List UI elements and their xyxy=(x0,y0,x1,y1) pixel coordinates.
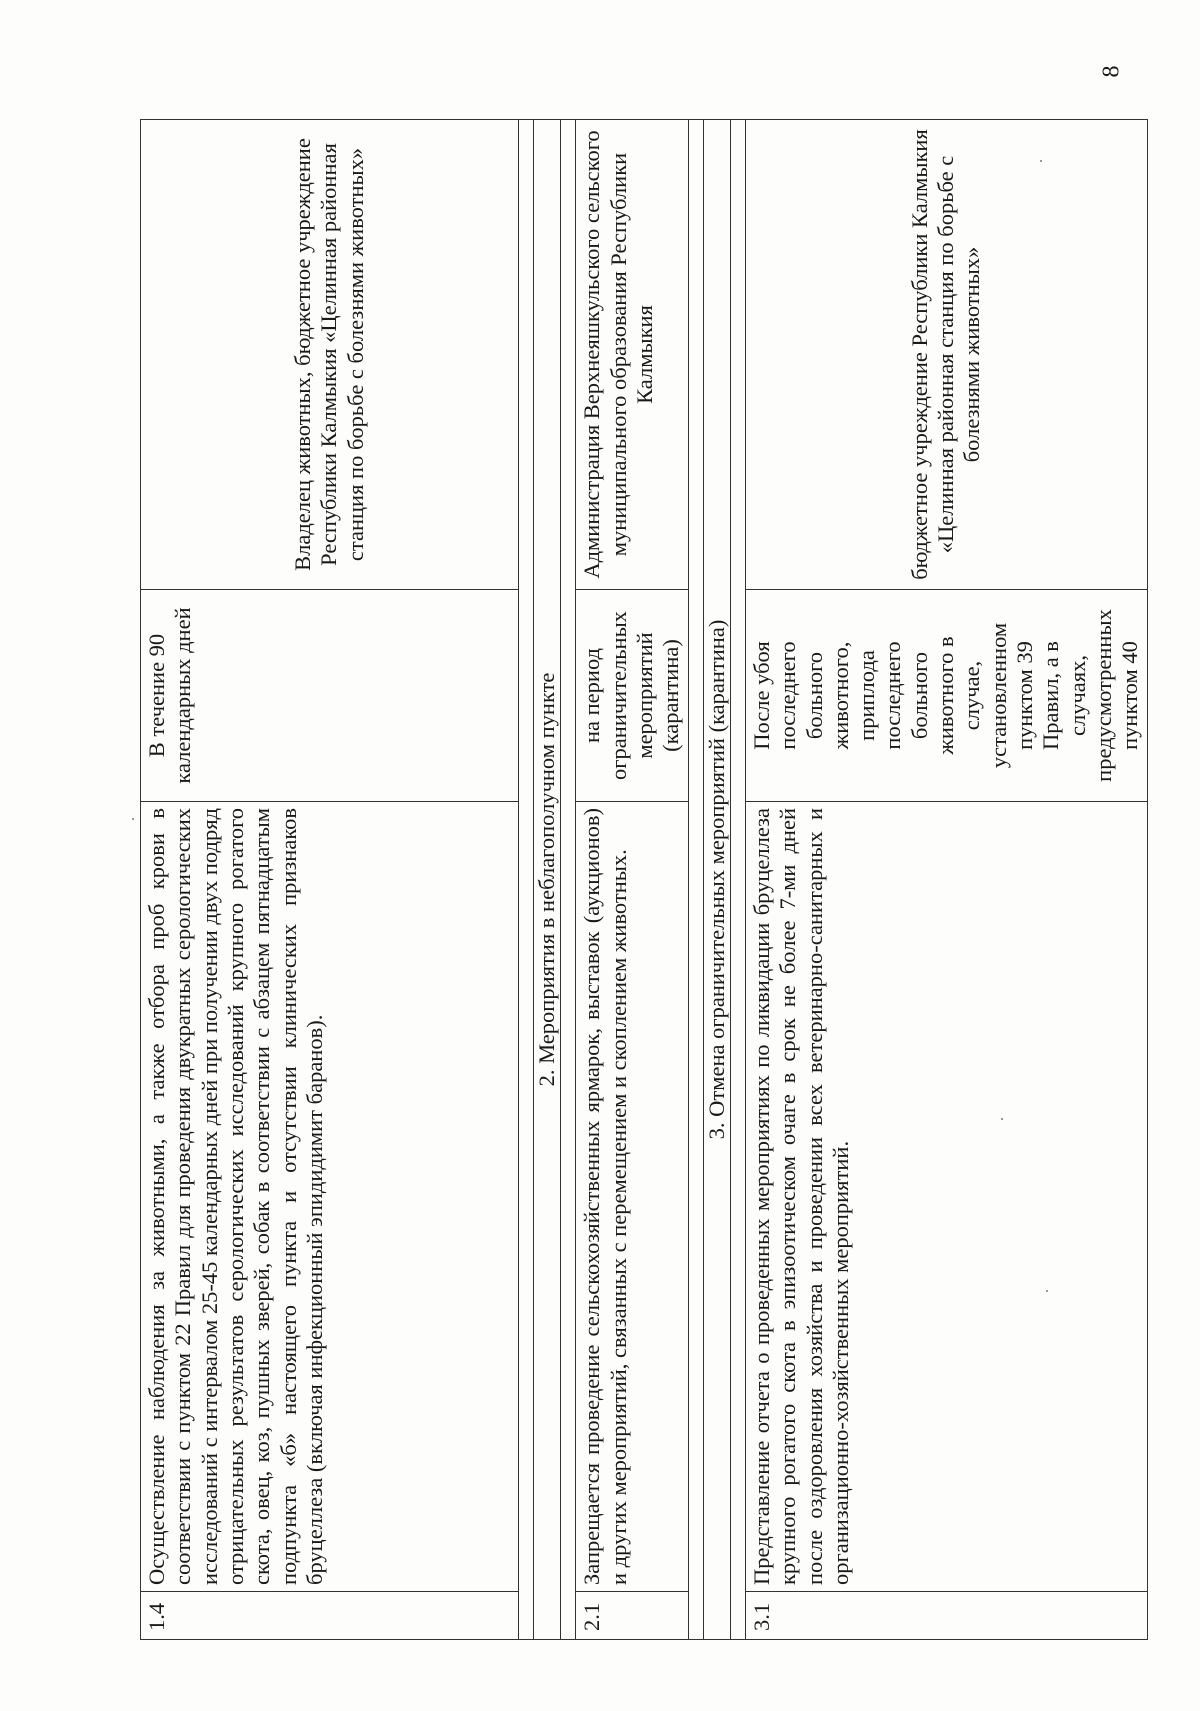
term-cell: После убоя последнего больного животного, приплода последнего больного животного в случае, установленном пунктом 39 Правил, а в случаях, предусмотренных пунктом 40 xyxy=(745,590,1147,802)
section-heading-row xyxy=(703,120,730,1640)
measure-text: Осуществление наблюдения за животными, а также отбора проб крови в соответствии с пунктом 22 Правил для проведения двукратных серологических исследований с интервалом 25-45 календарных дней при получении двух подряд отрицательных результатов серологических исследований крупного рогатого скота, овец, коз, пушных зверей, собак в соответствии с абзацем пятнадцатым подпункта «б» настоящего пункта и отсутствии клинических признаков бруцеллеза (включая инфекционный эпидидимит баранов). xyxy=(141,802,519,1592)
scan-speck xyxy=(1001,1118,1003,1120)
spacer-row xyxy=(519,120,534,1640)
measure-text: Запрещается проведение сельскохозяйственных ярмарок, выставок (аукционов) и других мероприятий, связанных с перемещением и скоплением животных. xyxy=(576,802,688,1592)
term-cell: на период ограничительных мероприятий (карантина) xyxy=(576,590,688,802)
scan-speck xyxy=(1046,1290,1048,1292)
section-3-title: 3. Отмена ограничительных мероприятий (карантина) xyxy=(703,120,730,1640)
term-cell: В течение 90 календарных дней xyxy=(141,590,519,802)
rotated-table-container xyxy=(140,120,1143,1640)
row-number: 1.4 xyxy=(141,1592,519,1640)
measure-text: Представление отчета о проведенных мероприятиях по ликвидации бруцеллеза крупного рогатого скота в эпизоотическом очаге в срок не более 7-ми дней после оздоровления хозяйства и проведении всех ветеринарно-санитарных и организационно-хозяйственных мероприятий. xyxy=(745,802,1147,1592)
spacer-row xyxy=(561,120,576,1640)
table-row xyxy=(141,120,519,1640)
row-number: 3.1 xyxy=(745,1592,1147,1640)
table-row xyxy=(576,120,688,1640)
page-number: 8 xyxy=(1098,65,1125,78)
spacer-row xyxy=(730,120,745,1640)
section-2-title: 2. Мероприятия в неблагополучном пункте xyxy=(534,120,561,1640)
responsible-cell: Администрация Верхнеяшкульского сельского муниципального образования Республики Калмыкия xyxy=(576,120,688,590)
spacer-row xyxy=(688,120,703,1640)
scan-speck xyxy=(132,818,134,820)
measures-table xyxy=(140,119,1148,1640)
row-number: 2.1 xyxy=(576,1592,688,1640)
responsible-cell: Владелец животных, бюджетное учреждение Республики Калмыкия «Целинная районная станция по борьбе с болезнями животных» xyxy=(141,120,519,590)
section-heading-row xyxy=(534,120,561,1640)
scan-speck xyxy=(1040,160,1042,162)
table-row xyxy=(745,120,1147,1640)
responsible-cell: бюджетное учреждение Республики Калмыкия «Целинная районная станция по борьбе с болезнями животных» xyxy=(745,120,1147,590)
